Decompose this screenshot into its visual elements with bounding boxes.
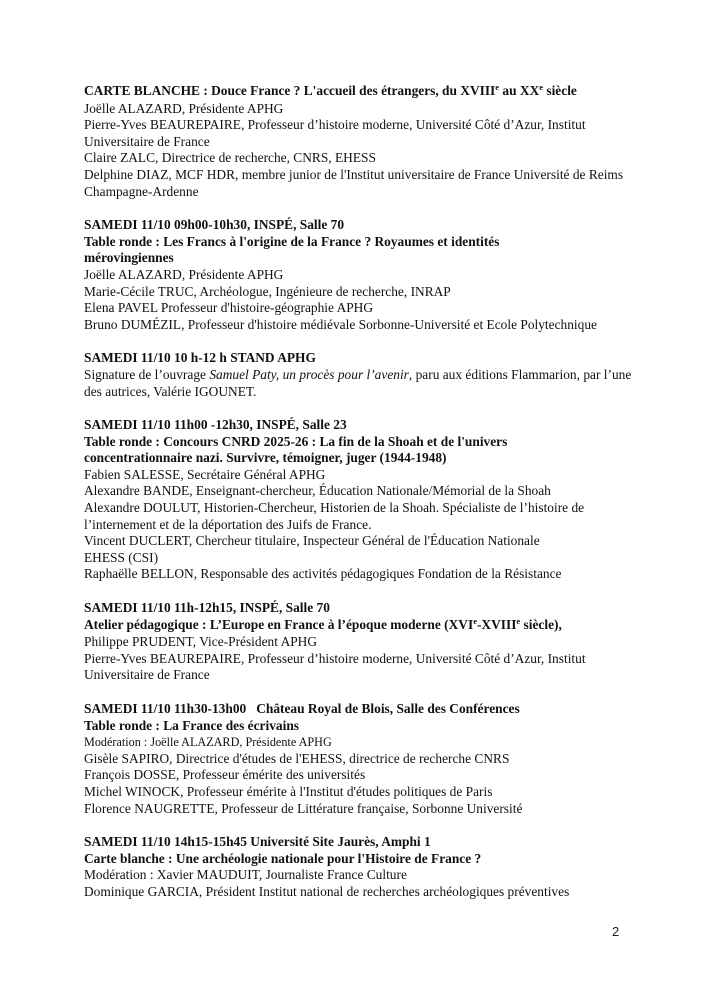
session-title: Table ronde : Concours CNRD 2025-26 : La fin de la Shoah et de l'univers concentrationnaire nazi. Survivre, témoigner, juger (1944-1948) bbox=[84, 433, 508, 466]
text-part: Signature de l’ouvrage bbox=[84, 366, 210, 382]
session-header: SAMEDI 11/10 14h15-15h45 Université Site Jaurès, Amphi 1 bbox=[84, 834, 431, 850]
speaker-line: Fabien SALESSE, Secrétaire Général APHG bbox=[84, 466, 326, 482]
speaker-line: Claire ZALC, Directrice de recherche, CNRS, EHESS bbox=[84, 150, 376, 166]
title-part: -XVIII bbox=[476, 616, 517, 632]
section-cnrd bbox=[84, 417, 644, 583]
document-page bbox=[84, 83, 644, 918]
section-title bbox=[84, 83, 644, 101]
speaker-line: Joëlle ALAZARD, Présidente APHG bbox=[84, 100, 284, 116]
moderator-line: Modération : Joëlle ALAZARD, Présidente APHG bbox=[84, 735, 332, 750]
signature-text bbox=[84, 367, 644, 400]
speaker-line: Raphaëlle BELLON, Responsable des activités pédagogiques Fondation de la Résistance bbox=[84, 566, 562, 582]
section-ecrivains bbox=[84, 701, 644, 817]
book-title: Samuel Paty, un procès pour l’avenir bbox=[209, 366, 409, 382]
superscript: e bbox=[539, 82, 544, 92]
speaker-line: Vincent DUCLERT, Chercheur titulaire, Inspecteur Général de l'Éducation Nationale bbox=[84, 533, 540, 549]
title-part: CARTE BLANCHE : Douce France ? L'accueil des étrangers, du XVIII bbox=[84, 83, 496, 98]
speaker-line: François DOSSE, Professeur émérite des universités bbox=[84, 767, 366, 783]
session-header: SAMEDI 11/10 11h-12h15, INSPÉ, Salle 70 bbox=[84, 600, 330, 616]
session-header: SAMEDI 11/10 09h00-10h30, INSPÉ, Salle 70 bbox=[84, 217, 345, 233]
speaker-line: Gisèle SAPIRO, Directrice d'études de l'EHESS, directrice de recherche CNRS bbox=[84, 750, 510, 766]
session-header bbox=[84, 701, 644, 718]
speaker-line: Pierre-Yves BEAUREPAIRE, Professeur d’histoire moderne, Université Côté d’Azur, Institut Universitaire de France bbox=[84, 650, 586, 683]
section-archeologie bbox=[84, 834, 644, 900]
title-part: au XX bbox=[499, 83, 540, 98]
superscript: e bbox=[516, 615, 521, 626]
session-header: SAMEDI 11/10 10 h-12 h STAND APHG bbox=[84, 350, 316, 366]
section-europe bbox=[84, 600, 644, 684]
header-time: SAMEDI 11/10 11h30-13h00 bbox=[84, 701, 247, 716]
page-number: 2 bbox=[612, 924, 620, 939]
title-part: siècle), bbox=[520, 616, 562, 632]
speaker-line: Philippe PRUDENT, Vice-Président APHG bbox=[84, 634, 318, 650]
session-title: Table ronde : La France des écrivains bbox=[84, 717, 299, 733]
speaker-line: Dominique GARCIA, Président Institut national de recherches archéologiques préventives bbox=[84, 883, 570, 899]
speaker-line: Delphine DIAZ, MCF HDR, membre junior de l'Institut universitaire de France Université de Reims Champagne-Ardenne bbox=[84, 166, 624, 199]
speaker-line: Florence NAUGRETTE, Professeur de Littérature française, Sorbonne Université bbox=[84, 800, 523, 816]
section-stand-aphg bbox=[84, 350, 644, 400]
superscript: e bbox=[473, 615, 477, 626]
header-place: Château Royal de Blois, Salle des Conférences bbox=[256, 701, 520, 716]
speaker-line: Bruno DUMÉZIL, Professeur d'histoire médiévale Sorbonne-Université et Ecole Polytechnique bbox=[84, 316, 597, 332]
superscript: e bbox=[495, 82, 500, 92]
moderator-line: Modération : Xavier MAUDUIT, Journaliste France Culture bbox=[84, 867, 407, 883]
speaker-line: Joëlle ALAZARD, Présidente APHG bbox=[84, 266, 284, 282]
session-title bbox=[84, 617, 644, 635]
title-part: Atelier pédagogique : L’Europe en France à l’époque moderne (XVI bbox=[84, 616, 474, 632]
session-title: Table ronde : Les Francs à l'origine de la France ? Royaumes et identités mérovingiennes bbox=[84, 233, 500, 266]
speaker-line: Alexandre BANDE, Enseignant-chercheur, Éducation Nationale/Mémorial de la Shoah bbox=[84, 483, 551, 499]
session-header: SAMEDI 11/10 11h00 -12h30, INSPÉ, Salle 23 bbox=[84, 417, 347, 433]
speaker-line: Marie-Cécile TRUC, Archéologue, Ingénieure de recherche, INRAP bbox=[84, 283, 451, 299]
session-title: Carte blanche : Une archéologie nationale pour l'Histoire de France ? bbox=[84, 850, 482, 866]
title-part: siècle bbox=[543, 83, 577, 98]
speaker-line: EHESS (CSI) bbox=[84, 549, 159, 565]
text-part: , paru aux éditions Flammarion, par l’une des autrices, Valérie IGOUNET. bbox=[84, 366, 632, 399]
section-francs bbox=[84, 217, 644, 333]
section-carte-blanche-douce-france bbox=[84, 83, 644, 200]
speaker-line: Pierre-Yves BEAUREPAIRE, Professeur d’histoire moderne, Université Côté d’Azur, Institut Universitaire de France bbox=[84, 117, 586, 149]
speaker-line: Michel WINOCK, Professeur émérite à l'Institut d'études politiques de Paris bbox=[84, 783, 493, 799]
speaker-line: Alexandre DOULUT, Historien-Chercheur, Historien de la Shoah. Spécialiste de l’histoire de l’internement et de la déportation des Juifs de France. bbox=[84, 500, 585, 532]
speaker-line: Elena PAVEL Professeur d'histoire-géographie APHG bbox=[84, 300, 374, 316]
